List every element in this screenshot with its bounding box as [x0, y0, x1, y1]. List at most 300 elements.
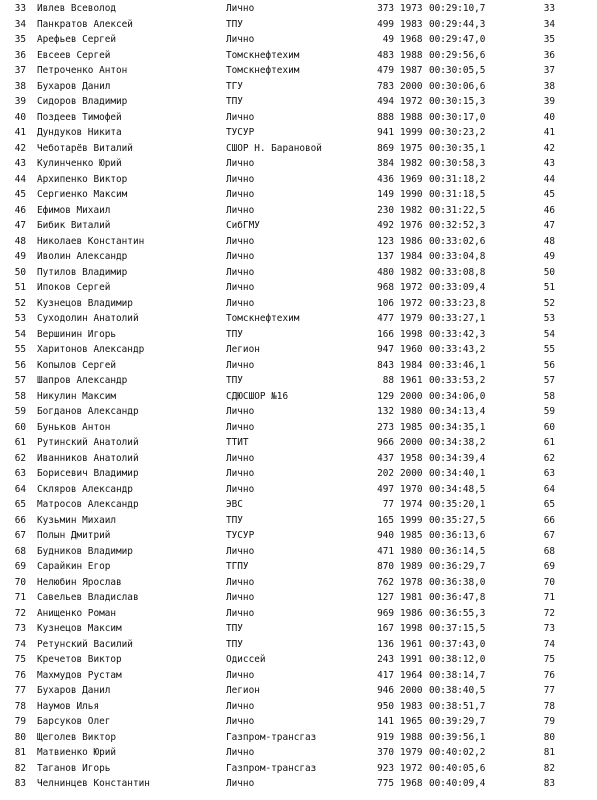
overall-rank: 53 — [543, 313, 555, 324]
athlete-name: Матросов Александр — [37, 499, 139, 510]
athlete-name: Щеголев Виктор — [37, 731, 117, 743]
place-number: 51 — [14, 282, 26, 293]
birth-year: 1983 — [400, 18, 423, 30]
birth-year: 1988 — [400, 49, 423, 61]
overall-rank: 74 — [543, 638, 555, 650]
birth-year: 1968 — [400, 778, 423, 789]
place-number: 47 — [14, 220, 26, 231]
club-name: Томскнефтехим — [226, 49, 300, 61]
finish-time: 00:30:05,5 — [429, 65, 486, 76]
result-row — [0, 637, 597, 653]
overall-rank: 68 — [543, 545, 555, 557]
finish-time: 00:30:06,6 — [429, 80, 486, 92]
finish-time: 00:36:55,3 — [429, 607, 486, 619]
bib-number: 136 — [377, 638, 394, 650]
result-row — [0, 249, 597, 265]
overall-rank: 47 — [543, 220, 555, 231]
overall-rank: 75 — [543, 654, 555, 665]
bib-number: 88 — [382, 375, 394, 386]
finish-time: 00:33:43,2 — [429, 344, 486, 355]
overall-rank: 51 — [543, 282, 555, 293]
club-name: ТПУ — [226, 18, 243, 30]
result-row — [0, 652, 597, 668]
bib-number: 417 — [377, 669, 394, 681]
overall-rank: 63 — [543, 468, 555, 479]
finish-time: 00:30:35,1 — [429, 142, 486, 154]
finish-time: 00:36:13,6 — [429, 530, 486, 541]
result-row — [0, 203, 597, 219]
result-row — [0, 125, 597, 141]
place-number: 50 — [14, 266, 26, 278]
place-number: 54 — [14, 328, 26, 340]
club-name: ТУСУР — [226, 127, 255, 138]
bib-number: 762 — [377, 576, 394, 588]
birth-year: 1991 — [400, 654, 423, 665]
place-number: 43 — [14, 158, 26, 169]
bib-number: 966 — [377, 437, 394, 448]
athlete-name: Челнинцев Константин — [37, 778, 150, 789]
athlete-name: Сидоров Владимир — [37, 96, 128, 107]
bib-number: 165 — [377, 514, 394, 526]
finish-time: 00:34:06,0 — [429, 390, 486, 402]
bib-number: 480 — [377, 266, 394, 278]
club-name: Лично — [226, 235, 255, 247]
birth-year: 1988 — [400, 111, 423, 123]
finish-time: 00:29:44,3 — [429, 18, 486, 30]
result-row — [0, 94, 597, 110]
bib-number: 123 — [377, 235, 394, 247]
bib-number: 483 — [377, 49, 394, 61]
finish-time: 00:33:08,8 — [429, 266, 486, 278]
birth-year: 1968 — [400, 34, 423, 45]
club-name: Лично — [226, 158, 255, 169]
athlete-name: Буньков Антон — [37, 421, 111, 433]
overall-rank: 40 — [543, 111, 555, 123]
birth-year: 1990 — [400, 189, 423, 200]
club-name: Лично — [226, 778, 255, 789]
club-name: ТТИТ — [226, 437, 249, 448]
finish-time: 00:34:35,1 — [429, 421, 486, 433]
result-row — [0, 342, 597, 358]
birth-year: 1974 — [400, 499, 423, 510]
birth-year: 1998 — [400, 328, 423, 340]
result-row — [0, 714, 597, 730]
birth-year: 1972 — [400, 96, 423, 107]
result-row — [0, 575, 597, 591]
birth-year: 1980 — [400, 545, 423, 557]
athlete-name: Кузнецов Владимир — [37, 297, 133, 309]
place-number: 63 — [14, 468, 26, 479]
athlete-name: Архипенко Виктор — [37, 173, 128, 185]
place-number: 59 — [14, 406, 26, 417]
overall-rank: 70 — [543, 576, 555, 588]
athlete-name: Нелюбин Ярослав — [37, 576, 122, 588]
result-row — [0, 513, 597, 529]
finish-time: 00:30:58,3 — [429, 158, 486, 169]
birth-year: 1986 — [400, 607, 423, 619]
athlete-name: Вершинин Игорь — [37, 328, 117, 340]
bib-number: 137 — [377, 251, 394, 262]
club-name: ТГПУ — [226, 561, 249, 572]
club-name: Лично — [226, 34, 255, 45]
result-row — [0, 451, 597, 467]
bib-number: 775 — [377, 778, 394, 789]
finish-time: 00:31:18,2 — [429, 173, 486, 185]
overall-rank: 76 — [543, 669, 555, 681]
place-number: 69 — [14, 561, 26, 572]
club-name: Лично — [226, 189, 255, 200]
birth-year: 1969 — [400, 173, 423, 185]
overall-rank: 69 — [543, 561, 555, 572]
bib-number: 968 — [377, 282, 394, 293]
overall-rank: 33 — [543, 3, 555, 14]
bib-number: 77 — [382, 499, 394, 510]
overall-rank: 38 — [543, 80, 555, 92]
bib-number: 437 — [377, 452, 394, 464]
finish-time: 00:29:56,6 — [429, 49, 486, 61]
athlete-name: Поздеев Тимофей — [37, 111, 122, 123]
overall-rank: 60 — [543, 421, 555, 433]
bib-number: 230 — [377, 204, 394, 216]
result-row — [0, 32, 597, 48]
finish-time: 00:36:47,8 — [429, 592, 486, 603]
bib-number: 243 — [377, 654, 394, 665]
club-name: Газпром-трансгаз — [226, 731, 317, 743]
birth-year: 1984 — [400, 359, 423, 371]
club-name: Легион — [226, 344, 260, 355]
athlete-name: Бухаров Данил — [37, 685, 111, 696]
athlete-name: Будников Владимир — [37, 545, 133, 557]
birth-year: 2000 — [400, 80, 423, 92]
result-row — [0, 234, 597, 250]
bib-number: 106 — [377, 297, 394, 309]
finish-time: 00:29:10,7 — [429, 3, 486, 14]
club-name: Лично — [226, 592, 255, 603]
bib-number: 923 — [377, 762, 394, 774]
bib-number: 202 — [377, 468, 394, 479]
athlete-name: Бухаров Данил — [37, 80, 111, 92]
result-row — [0, 420, 597, 436]
athlete-name: Копылов Сергей — [37, 359, 117, 371]
place-number: 41 — [14, 127, 26, 138]
finish-time: 00:31:18,5 — [429, 189, 486, 200]
place-number: 44 — [14, 173, 26, 185]
finish-time: 00:40:09,4 — [429, 778, 486, 789]
result-row — [0, 358, 597, 374]
athlete-name: Ретунский Василий — [37, 638, 133, 650]
result-row — [0, 265, 597, 281]
overall-rank: 44 — [543, 173, 555, 185]
birth-year: 2000 — [400, 437, 423, 448]
birth-year: 1982 — [400, 204, 423, 216]
place-number: 64 — [14, 483, 26, 495]
athlete-name: Евсеев Сергей — [37, 49, 111, 61]
result-row — [0, 63, 597, 79]
birth-year: 1970 — [400, 483, 423, 495]
bib-number: 946 — [377, 685, 394, 696]
birth-year: 2000 — [400, 468, 423, 479]
overall-rank: 79 — [543, 716, 555, 727]
birth-year: 1972 — [400, 297, 423, 309]
bib-number: 384 — [377, 158, 394, 169]
birth-year: 1979 — [400, 313, 423, 324]
birth-year: 1998 — [400, 623, 423, 634]
birth-year: 1958 — [400, 452, 423, 464]
result-row — [0, 668, 597, 684]
result-row — [0, 482, 597, 498]
birth-year: 2000 — [400, 685, 423, 696]
overall-rank: 77 — [543, 685, 555, 696]
bib-number: 947 — [377, 344, 394, 355]
place-number: 42 — [14, 142, 26, 154]
result-row — [0, 466, 597, 482]
place-number: 62 — [14, 452, 26, 464]
result-row — [0, 389, 597, 405]
place-number: 61 — [14, 437, 26, 448]
place-number: 68 — [14, 545, 26, 557]
bib-number: 919 — [377, 731, 394, 743]
overall-rank: 71 — [543, 592, 555, 603]
athlete-name: Ивлев Всеволод — [37, 3, 117, 14]
club-name: СибГМУ — [226, 220, 260, 231]
finish-time: 00:31:22,5 — [429, 204, 486, 216]
athlete-name: Чеботарёв Виталий — [37, 142, 133, 154]
club-name: Лично — [226, 297, 255, 309]
athlete-name: Панкратов Алексей — [37, 18, 133, 30]
overall-rank: 56 — [543, 359, 555, 371]
result-row — [0, 296, 597, 312]
place-number: 73 — [14, 623, 26, 634]
athlete-name: Савельев Владислав — [37, 592, 139, 603]
result-row — [0, 683, 597, 699]
bib-number: 783 — [377, 80, 394, 92]
overall-rank: 80 — [543, 731, 555, 743]
finish-time: 00:36:29,7 — [429, 561, 486, 572]
place-number: 46 — [14, 204, 26, 216]
result-row — [0, 141, 597, 157]
place-number: 39 — [14, 96, 26, 107]
overall-rank: 39 — [543, 96, 555, 107]
athlete-name: Полын Дмитрий — [37, 530, 111, 541]
finish-time: 00:32:52,3 — [429, 220, 486, 231]
athlete-name: Иволин Александр — [37, 251, 128, 262]
athlete-name: Ефимов Михаил — [37, 204, 111, 216]
club-name: Лично — [226, 607, 255, 619]
overall-rank: 67 — [543, 530, 555, 541]
club-name: Лично — [226, 576, 255, 588]
result-row — [0, 497, 597, 513]
result-row — [0, 110, 597, 126]
finish-time: 00:33:02,6 — [429, 235, 486, 247]
athlete-name: Кузнецов Максим — [37, 623, 122, 634]
place-number: 56 — [14, 359, 26, 371]
result-row — [0, 559, 597, 575]
club-name: Лично — [226, 669, 255, 681]
birth-year: 1981 — [400, 592, 423, 603]
club-name: Томскнефтехим — [226, 65, 300, 76]
place-number: 76 — [14, 669, 26, 681]
place-number: 58 — [14, 390, 26, 402]
result-row — [0, 17, 597, 33]
club-name: Лично — [226, 251, 255, 262]
overall-rank: 48 — [543, 235, 555, 247]
place-number: 57 — [14, 375, 26, 386]
finish-time: 00:34:13,4 — [429, 406, 486, 417]
result-row — [0, 280, 597, 296]
overall-rank: 65 — [543, 499, 555, 510]
overall-rank: 55 — [543, 344, 555, 355]
athlete-name: Сарайкин Егор — [37, 561, 111, 572]
bib-number: 940 — [377, 530, 394, 541]
results-list — [0, 1, 597, 792]
bib-number: 494 — [377, 96, 394, 107]
birth-year: 1999 — [400, 514, 423, 526]
place-number: 74 — [14, 638, 26, 650]
bib-number: 149 — [377, 189, 394, 200]
finish-time: 00:33:23,8 — [429, 297, 486, 309]
athlete-name: Кузьмин Михаил — [37, 514, 117, 526]
birth-year: 1985 — [400, 421, 423, 433]
result-row — [0, 590, 597, 606]
overall-rank: 34 — [543, 18, 555, 30]
finish-time: 00:40:05,6 — [429, 762, 486, 774]
club-name: ТУСУР — [226, 530, 255, 541]
club-name: Газпром-трансгаз — [226, 762, 317, 774]
finish-time: 00:35:20,1 — [429, 499, 486, 510]
athlete-name: Таганов Игорь — [37, 762, 111, 774]
bib-number: 373 — [377, 3, 394, 14]
result-row — [0, 156, 597, 172]
result-row — [0, 544, 597, 560]
birth-year: 1961 — [400, 375, 423, 386]
birth-year: 1979 — [400, 747, 423, 758]
result-row — [0, 621, 597, 637]
club-name: Лично — [226, 406, 255, 417]
result-row — [0, 187, 597, 203]
place-number: 78 — [14, 700, 26, 712]
overall-rank: 46 — [543, 204, 555, 216]
club-name: Лично — [226, 173, 255, 185]
club-name: Одиссей — [226, 654, 266, 665]
finish-time: 00:34:39,4 — [429, 452, 486, 464]
bib-number: 479 — [377, 65, 394, 76]
result-row — [0, 730, 597, 746]
finish-time: 00:36:14,5 — [429, 545, 486, 557]
club-name: ТПУ — [226, 328, 243, 340]
finish-time: 00:33:04,8 — [429, 251, 486, 262]
finish-time: 00:30:15,3 — [429, 96, 486, 107]
athlete-name: Николаев Константин — [37, 235, 145, 247]
athlete-name: Матвиенко Юрий — [37, 747, 117, 758]
finish-time: 00:38:51,7 — [429, 700, 486, 712]
overall-rank: 83 — [543, 778, 555, 789]
overall-rank: 50 — [543, 266, 555, 278]
club-name: ТПУ — [226, 638, 243, 650]
athlete-name: Никулин Максим — [37, 390, 117, 402]
birth-year: 1972 — [400, 762, 423, 774]
birth-year: 1961 — [400, 638, 423, 650]
place-number: 72 — [14, 607, 26, 619]
overall-rank: 73 — [543, 623, 555, 634]
place-number: 49 — [14, 251, 26, 262]
finish-time: 00:37:15,5 — [429, 623, 486, 634]
athlete-name: Суходолин Анатолий — [37, 313, 139, 324]
overall-rank: 45 — [543, 189, 555, 200]
club-name: Лично — [226, 3, 255, 14]
overall-rank: 82 — [543, 762, 555, 774]
overall-rank: 81 — [543, 747, 555, 758]
club-name: Лично — [226, 421, 255, 433]
birth-year: 1965 — [400, 716, 423, 727]
overall-rank: 64 — [543, 483, 555, 495]
overall-rank: 62 — [543, 452, 555, 464]
place-number: 40 — [14, 111, 26, 123]
birth-year: 1988 — [400, 731, 423, 743]
birth-year: 1982 — [400, 266, 423, 278]
overall-rank: 43 — [543, 158, 555, 169]
place-number: 35 — [14, 34, 26, 45]
place-number: 67 — [14, 530, 26, 541]
athlete-name: Махмудов Рустам — [37, 669, 122, 681]
result-row — [0, 327, 597, 343]
club-name: ЭВС — [226, 499, 243, 510]
place-number: 81 — [14, 747, 26, 758]
club-name: СШОР Н. Барановой — [226, 142, 322, 154]
place-number: 71 — [14, 592, 26, 603]
club-name: Лично — [226, 204, 255, 216]
athlete-name: Петроченко Антон — [37, 65, 128, 76]
birth-year: 1973 — [400, 3, 423, 14]
bib-number: 166 — [377, 328, 394, 340]
athlete-name: Барсуков Олег — [37, 716, 111, 727]
bib-number: 888 — [377, 111, 394, 123]
overall-rank: 36 — [543, 49, 555, 61]
result-row — [0, 761, 597, 777]
birth-year: 1999 — [400, 127, 423, 138]
finish-time: 00:39:56,1 — [429, 731, 486, 743]
place-number: 66 — [14, 514, 26, 526]
result-row — [0, 745, 597, 761]
finish-time: 00:38:14,7 — [429, 669, 486, 681]
result-row — [0, 311, 597, 327]
club-name: Лично — [226, 452, 255, 464]
athlete-name: Ипоков Сергей — [37, 282, 111, 293]
result-row — [0, 606, 597, 622]
place-number: 48 — [14, 235, 26, 247]
birth-year: 1960 — [400, 344, 423, 355]
finish-time: 00:33:53,2 — [429, 375, 486, 386]
result-row — [0, 48, 597, 64]
club-name: ТПУ — [226, 623, 243, 634]
athlete-name: Дундуков Никита — [37, 127, 122, 138]
place-number: 34 — [14, 18, 26, 30]
overall-rank: 61 — [543, 437, 555, 448]
result-row — [0, 699, 597, 715]
bib-number: 941 — [377, 127, 394, 138]
overall-rank: 58 — [543, 390, 555, 402]
birth-year: 1964 — [400, 669, 423, 681]
finish-time: 00:33:42,3 — [429, 328, 486, 340]
finish-time: 00:40:02,2 — [429, 747, 486, 758]
club-name: СДЮСШОР №16 — [226, 390, 289, 402]
club-name: ТГУ — [226, 80, 243, 92]
birth-year: 2000 — [400, 390, 423, 402]
birth-year: 1972 — [400, 282, 423, 293]
club-name: Лично — [226, 359, 255, 371]
overall-rank: 57 — [543, 375, 555, 386]
athlete-name: Анищенко Роман — [37, 607, 117, 619]
bib-number: 869 — [377, 142, 394, 154]
